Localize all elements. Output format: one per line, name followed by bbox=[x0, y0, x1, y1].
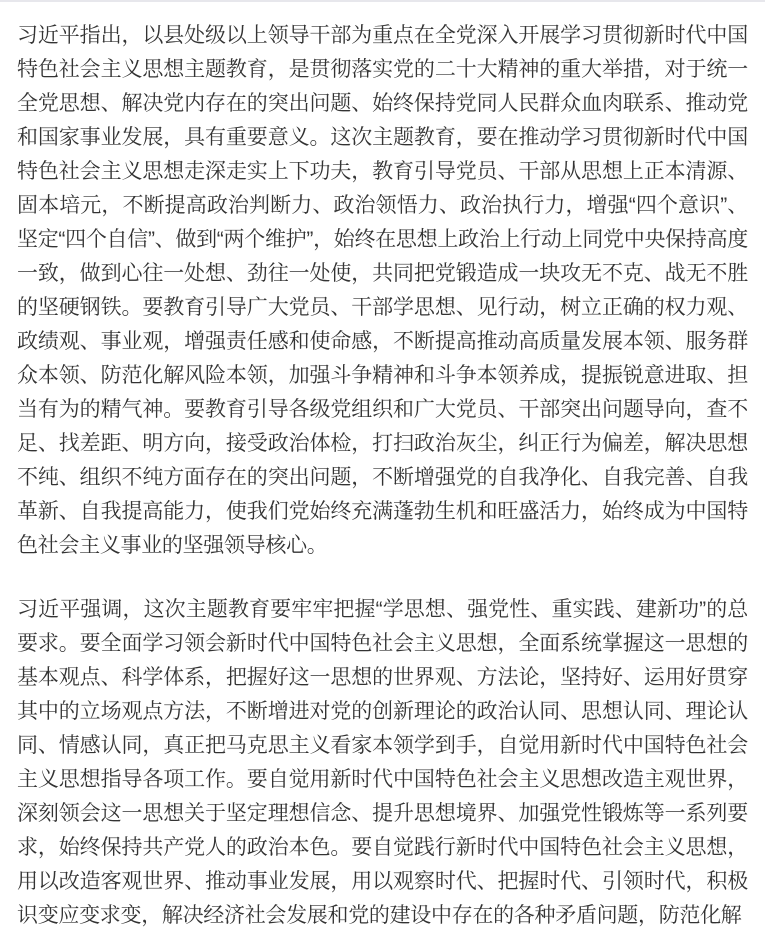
article-paragraph-1: 习近平指出，以县处级以上领导干部为重点在全党深入开展学习贯彻新时代中国特色社会主义思想主题教育，是贯彻落实党的二十大精神的重大举措，对于统一全党思想、解决党内存在的突出问题、始终保持党同人民群众血肉联系、推动党和国家事业发展，具有重要意义。这次主题教育，要在推动学习贯彻新时代中国特色社会主义思想走深走实上下功夫，教育引导党员、干部从思想上正本清源、固本培元，不断提高政治判断力、政治领悟力、政治执行力，增强“四个意识”、坚定“四个自信”、做到“两个维护”，始终在思想上政治上行动上同党中央保持高度一致，做到心往一处想、劲往一处使，共同把党锻造成一块攻无不克、战无不胜的坚硬钢铁。要教育引导广大党员、干部学思想、见行动，树立正确的权力观、政绩观、事业观，增强责任感和使命感，不断提高推动高质量发展本领、服务群众本领、防范化解风险本领，加强斗争精神和斗争本领养成，提振锐意进取、担当有为的精气神。要教育引导各级党组织和广大党员、干部突出问题导向，查不足、找差距、明方向，接受政治体检，打扫政治灰尘，纠正行为偏差，解决思想不纯、组织不纯方面存在的突出问题，不断增强党的自我净化、自我完善、自我革新、自我提高能力，使我们党始终充满蓬勃生机和旺盛活力，始终成为中国特色社会主义事业的坚强领导核心。 bbox=[17, 24, 748, 557]
article-body bbox=[0, 2, 765, 933]
article-paragraph-2: 习近平强调，这次主题教育要牢牢把握“学思想、强党性、重实践、建新功”的总要求。要全面学习领会新时代中国特色社会主义思想，全面系统掌握这一思想的基本观点、科学体系，把握好这一思想的世界观、方法论，坚持好、运用好贯穿其中的立场观点方法，不断增进对党的创新理论的政治认同、思想认同、理论认同、情感认同，真正把马克思主义看家本领学到手，自觉用新时代中国特色社会主义思想指导各项工作。要自觉用新时代中国特色社会主义思想改造主观世界，深刻领会这一思想关于坚定理想信念、提升思想境界、加强党性锻炼等一系列要求，始终保持共产党人的政治本色。要自觉践行新时代中国特色社会主义思想，用以改造客观世界、推动事业发展，用以观察时代、把握时代、引领时代，积极识变应变求变，解决经济社会发展和党的建设中存在的各种矛盾问题，防范化解 bbox=[17, 598, 748, 927]
